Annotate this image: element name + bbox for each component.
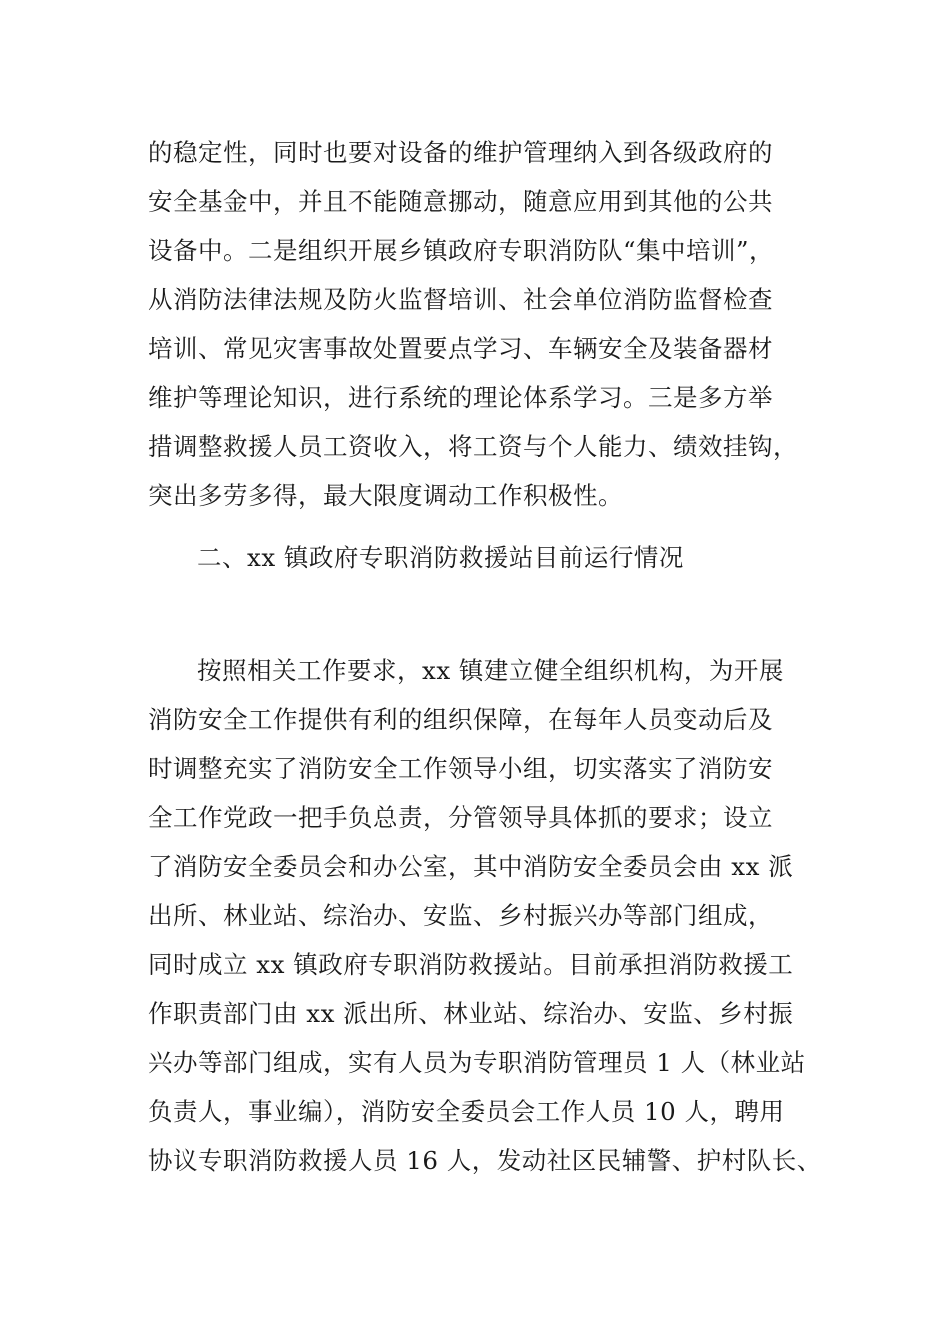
text-line: 的稳定性，同时也要对设备的维护管理纳入到各级政府的 [148,138,773,167]
text-line: 了消防安全委员会和办公室，其中消防安全委员会由 xx 派 [148,852,794,881]
text-line: 同时成立 xx 镇政府专职消防救援站。目前承担消防救援工 [148,950,794,979]
text-line: 作职责部门由 xx 派出所、林业站、综治办、安监、乡村振 [148,999,794,1028]
text-line: 出所、林业站、综治办、安监、乡村振兴办等部门组成， [148,901,773,930]
text-line: 维护等理论知识，进行系统的理论体系学习。三是多方举 [148,383,773,412]
text-line: 全工作党政一把手负总责，分管领导具体抓的要求；设立 [148,803,773,832]
text-line: 按照相关工作要求，xx 镇建立健全组织机构，为开展 [197,656,784,685]
text-line: 协议专职消防救援人员 16 人，发动社区民辅警、护村队长、 [148,1146,822,1175]
text-line: 负责人，事业编），消防安全委员会工作人员 10 人，聘用 [148,1097,785,1126]
text-line: 培训、常见灾害事故处置要点学习、车辆安全及装备器材 [148,334,773,363]
paragraph-operation-status [148,646,822,1185]
text-line: 消防安全工作提供有利的组织保障，在每年人员变动后及 [148,705,773,734]
text-line: 设备中。二是组织开展乡镇政府专职消防队“集中培训”， [148,236,775,265]
text-line: 突出多劳多得，最大限度调动工作积极性。 [148,481,623,510]
section-heading-text: 二、xx 镇政府专职消防救援站目前运行情况 [197,543,684,572]
paragraph-continued [148,128,818,520]
text-line: 兴办等部门组成，实有人员为专职消防管理员 1 人（林业站 [148,1048,806,1077]
text-line: 措调整救援人员工资收入，将工资与个人能力、绩效挂钩， [148,432,798,461]
text-line: 安全基金中，并且不能随意挪动，随意应用到其他的公共 [148,187,773,216]
section-heading [197,533,867,582]
text-line: 时调整充实了消防安全工作领导小组，切实落实了消防安 [148,754,773,783]
text-line: 从消防法律法规及防火监督培训、社会单位消防监督检查 [148,285,773,314]
